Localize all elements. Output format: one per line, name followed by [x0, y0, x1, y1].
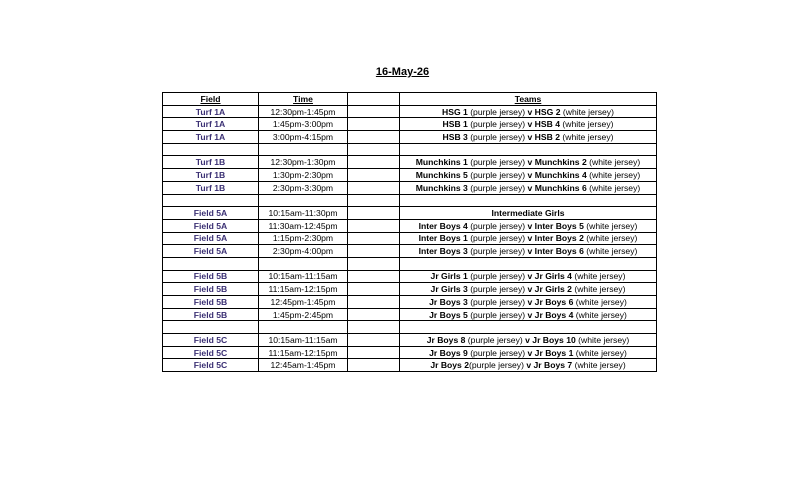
spacer-cell	[348, 181, 400, 194]
field-cell: Field 5B	[163, 270, 259, 283]
table-row	[163, 156, 657, 169]
schedule-table	[162, 92, 657, 372]
spacer-cell	[348, 359, 400, 372]
away-team: Jr Boys 1	[532, 347, 574, 358]
home-team: Jr Boys 5	[429, 309, 468, 320]
teams-cell	[400, 207, 657, 220]
empty-cell	[400, 321, 657, 334]
home-team: HSB 1	[442, 119, 468, 130]
table-row	[163, 105, 657, 118]
away-team: HSB 4	[532, 119, 560, 130]
empty-cell	[259, 143, 348, 156]
empty-cell	[259, 321, 348, 334]
field-cell: Turf 1B	[163, 181, 259, 194]
away-team: Inter Boys 5	[532, 220, 584, 231]
versus-label: v	[527, 131, 533, 142]
field-cell: Field 5C	[163, 346, 259, 359]
empty-cell	[259, 257, 348, 270]
spacer-cell	[348, 118, 400, 131]
teams-cell	[400, 346, 657, 359]
empty-cell	[400, 257, 657, 270]
time-cell: 12:45am-1:45pm	[259, 359, 348, 372]
field-cell: Field 5C	[163, 334, 259, 347]
home-jersey: (purple jersey)	[467, 347, 528, 358]
away-jersey: (white jersey)	[573, 296, 627, 307]
time-header: Time	[259, 93, 348, 106]
away-jersey: (white jersey)	[583, 246, 638, 257]
time-cell: 12:45pm-1:45pm	[259, 296, 348, 309]
home-jersey: (purple jersey)	[467, 271, 528, 282]
away-jersey: (white jersey)	[571, 284, 626, 295]
teams-cell	[400, 131, 657, 144]
home-jersey: (purple jersey)	[467, 131, 528, 142]
spacer-cell	[348, 105, 400, 118]
away-team: Inter Boys 2	[532, 233, 584, 244]
home-jersey: (purple jersey)	[465, 334, 526, 345]
spacer-cell	[348, 283, 400, 296]
home-team: Jr Boys 9	[429, 347, 468, 358]
home-jersey: (purple jersey)	[467, 119, 528, 130]
field-cell: Turf 1A	[163, 118, 259, 131]
teams-cell	[400, 232, 657, 245]
away-team: HSB 2	[532, 131, 560, 142]
home-team: Munchkins 5	[415, 169, 468, 180]
field-header: Field	[163, 93, 259, 106]
empty-cell	[163, 143, 259, 156]
spacer-cell	[348, 131, 400, 144]
field-cell: Turf 1A	[163, 105, 259, 118]
home-team: Jr Girls 1	[430, 271, 468, 282]
spacer-cell	[348, 308, 400, 321]
home-team: Inter Boys 4	[418, 220, 468, 231]
table-row	[163, 207, 657, 220]
time-cell: 2:30pm-4:00pm	[259, 245, 348, 258]
teams-cell	[400, 334, 657, 347]
home-team: Jr Boys 2	[430, 360, 470, 371]
time-cell: 1:45pm-3:00pm	[259, 118, 348, 131]
away-jersey: (white jersey)	[573, 309, 627, 320]
spacer-cell	[348, 219, 400, 232]
page-title: 16-May-26	[375, 66, 430, 78]
header-row	[163, 93, 657, 106]
away-team: Jr Boys 6	[532, 296, 574, 307]
versus-label: v	[525, 334, 530, 345]
blank-row	[163, 194, 657, 207]
table-row	[163, 334, 657, 347]
empty-cell	[259, 194, 348, 207]
away-jersey: (white jersey)	[560, 131, 614, 142]
versus-label: v	[527, 271, 533, 282]
home-jersey: (purple jersey)	[467, 157, 528, 168]
spacer-cell	[348, 156, 400, 169]
away-team: HSG 2	[532, 106, 561, 117]
home-jersey: (purple jersey)	[467, 220, 528, 231]
teams-cell	[400, 118, 657, 131]
teams-header: Teams	[400, 93, 657, 106]
table-row	[163, 308, 657, 321]
home-team: Munchkins 1	[415, 157, 468, 168]
away-jersey: (white jersey)	[560, 106, 614, 117]
away-jersey: (white jersey)	[560, 119, 614, 130]
home-team: Munchkins 3	[415, 182, 468, 193]
teams-cell	[400, 308, 657, 321]
time-cell: 10:15am-11:15am	[259, 270, 348, 283]
time-cell: 11:15am-12:15pm	[259, 283, 348, 296]
home-team: Intermediate Girls	[491, 208, 565, 219]
away-team: Jr Girls 2	[532, 284, 572, 295]
empty-cell	[348, 321, 400, 334]
table-row	[163, 169, 657, 182]
away-jersey: (white jersey)	[575, 334, 630, 345]
home-team: Inter Boys 1	[418, 233, 468, 244]
away-jersey: (white jersey)	[586, 182, 641, 193]
spacer-cell	[348, 296, 400, 309]
versus-label: v	[527, 157, 533, 168]
versus-label: v	[527, 182, 533, 193]
away-team: Inter Boys 6	[532, 246, 584, 257]
teams-cell	[400, 156, 657, 169]
time-cell: 10:15am-11:30pm	[259, 207, 348, 220]
home-team: Inter Boys 3	[418, 246, 468, 257]
home-jersey: (purple jersey)	[469, 360, 527, 371]
blank-row	[163, 321, 657, 334]
away-team: Munchkins 2	[532, 157, 587, 168]
spacer-cell	[348, 207, 400, 220]
home-jersey: (purple jersey)	[467, 182, 528, 193]
versus-label: v	[527, 119, 533, 130]
versus-label: v	[527, 220, 533, 231]
empty-cell	[400, 194, 657, 207]
table-row	[163, 359, 657, 372]
empty-cell	[400, 143, 657, 156]
home-team: HSB 3	[442, 131, 468, 142]
versus-label: v	[527, 284, 533, 295]
teams-cell	[400, 219, 657, 232]
away-jersey: (white jersey)	[573, 347, 627, 358]
home-jersey: (purple jersey)	[467, 246, 528, 257]
table-row	[163, 270, 657, 283]
home-team: Jr Girls 3	[430, 284, 468, 295]
away-team: Jr Boys 7	[531, 360, 573, 371]
blank-row	[163, 143, 657, 156]
time-cell: 11:30am-12:45pm	[259, 219, 348, 232]
home-team: HSG 1	[442, 106, 468, 117]
time-cell: 12:30pm-1:30pm	[259, 156, 348, 169]
empty-cell	[348, 257, 400, 270]
away-jersey: (white jersey)	[586, 169, 641, 180]
time-cell: 3:00pm-4:15pm	[259, 131, 348, 144]
teams-cell	[400, 181, 657, 194]
away-team: Munchkins 4	[532, 169, 587, 180]
field-cell: Turf 1B	[163, 156, 259, 169]
table-row	[163, 283, 657, 296]
time-cell: 1:15pm-2:30pm	[259, 232, 348, 245]
versus-label: v	[527, 347, 533, 358]
home-team: Jr Boys 8	[426, 334, 466, 345]
spacer-cell	[348, 245, 400, 258]
away-jersey: (white jersey)	[583, 233, 638, 244]
away-team: Jr Boys 10	[529, 334, 576, 345]
field-cell: Field 5B	[163, 283, 259, 296]
versus-label: v	[527, 233, 533, 244]
home-jersey: (purple jersey)	[467, 309, 528, 320]
versus-label: v	[527, 169, 533, 180]
away-team: Munchkins 6	[532, 182, 587, 193]
table-row	[163, 232, 657, 245]
time-cell: 1:45pm-2:45pm	[259, 308, 348, 321]
home-jersey: (purple jersey)	[467, 169, 528, 180]
field-cell: Turf 1A	[163, 131, 259, 144]
field-cell: Field 5C	[163, 359, 259, 372]
time-cell: 11:15am-12:15pm	[259, 346, 348, 359]
home-jersey: (purple jersey)	[467, 296, 528, 307]
empty-cell	[163, 321, 259, 334]
table-row	[163, 296, 657, 309]
teams-cell	[400, 359, 657, 372]
table-row	[163, 131, 657, 144]
table-row	[163, 346, 657, 359]
away-jersey: (white jersey)	[583, 220, 638, 231]
away-jersey: (white jersey)	[571, 271, 626, 282]
field-cell: Field 5B	[163, 308, 259, 321]
spacer-cell	[348, 169, 400, 182]
away-team: Jr Boys 4	[532, 309, 574, 320]
spacer-cell	[348, 346, 400, 359]
teams-cell	[400, 270, 657, 283]
field-cell: Field 5A	[163, 245, 259, 258]
teams-cell	[400, 105, 657, 118]
versus-label: v	[527, 309, 533, 320]
teams-cell	[400, 296, 657, 309]
table-row	[163, 219, 657, 232]
versus-label: v	[526, 360, 532, 371]
table-row	[163, 118, 657, 131]
teams-cell	[400, 169, 657, 182]
empty-cell	[348, 143, 400, 156]
away-jersey: (white jersey)	[572, 360, 626, 371]
blank-row	[163, 257, 657, 270]
away-jersey: (white jersey)	[586, 157, 641, 168]
home-jersey: (purple jersey)	[467, 233, 528, 244]
table-row	[163, 245, 657, 258]
time-cell: 12:30pm-1:45pm	[259, 105, 348, 118]
field-cell: Field 5A	[163, 232, 259, 245]
table-row	[163, 181, 657, 194]
field-cell: Field 5B	[163, 296, 259, 309]
away-team: Jr Girls 4	[532, 271, 572, 282]
home-team: Jr Boys 3	[429, 296, 468, 307]
home-jersey: (purple jersey)	[467, 284, 528, 295]
empty-cell	[163, 257, 259, 270]
time-cell: 10:15am-11:15am	[259, 334, 348, 347]
spacer-cell	[348, 270, 400, 283]
field-cell: Field 5A	[163, 219, 259, 232]
field-cell: Turf 1B	[163, 169, 259, 182]
spacer-cell	[348, 334, 400, 347]
empty-cell	[163, 194, 259, 207]
teams-cell	[400, 245, 657, 258]
spacer-header	[348, 93, 400, 106]
time-cell: 2:30pm-3:30pm	[259, 181, 348, 194]
versus-label: v	[527, 246, 533, 257]
versus-label: v	[527, 296, 533, 307]
versus-label: v	[527, 106, 533, 117]
teams-cell	[400, 283, 657, 296]
time-cell: 1:30pm-2:30pm	[259, 169, 348, 182]
spacer-cell	[348, 232, 400, 245]
field-cell: Field 5A	[163, 207, 259, 220]
empty-cell	[348, 194, 400, 207]
home-jersey: (purple jersey)	[467, 106, 528, 117]
